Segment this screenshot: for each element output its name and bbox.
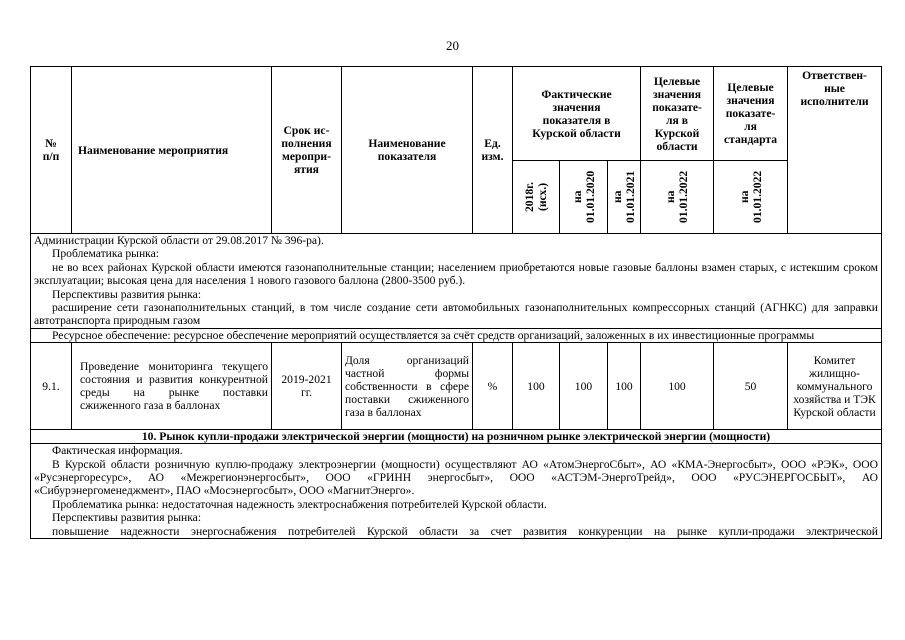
row-num: 9.1. <box>31 343 72 430</box>
table-header-row <box>31 67 882 161</box>
resources-row <box>31 328 882 342</box>
header-responsible: Ответствен- ные исполнители <box>788 67 882 234</box>
row-target: 100 <box>641 343 714 430</box>
problems-label: Проблематика рынка: <box>52 247 159 261</box>
row-event: Проведение мониторинга текущего состояния и развития конкурентной среды на рынке поставки сжиженного газа в баллонах <box>72 343 272 430</box>
fact-label: Фактическая информация. <box>52 444 183 458</box>
header-term: Срок ис- полнения меропри- ятия <box>272 67 342 234</box>
info-row <box>31 234 882 329</box>
subheader-2018: 2018г. (исх.) <box>513 161 560 234</box>
subheader-2021: на 01.01.2021 <box>608 161 641 234</box>
header-event: Наименование мероприятия <box>72 67 272 234</box>
row-value-2018: 100 <box>513 343 560 430</box>
page-number: 20 <box>446 38 459 53</box>
row-standard: 50 <box>714 343 788 430</box>
row-responsible: Комитет жилищно-коммунального хозяйства и ТЭК Курской области <box>788 343 882 430</box>
section-title-row <box>31 430 882 444</box>
fact-text: В Курской области розничную куплю-продажу электроэнергии (мощности) осуществляют АО «АтомЭнергоСбыт», АО «КМА-Энергосбыт», ООО «РЭК», ООО «Русэнергоресурс», АО «Межрегионэнергосбыт», ООО «ГРИНН энергосбыт», ООО «АСТЭМ-ЭнергоТрейд», ООО «РУСЭНЕРГОСБЫТ», АО «Сибурэнергоменеджмент», ПАО «Мосэнергосбыт», ООО «МагнитЭнерго». <box>34 457 879 498</box>
subheader-2022-target: на 01.01.2022 <box>641 161 714 234</box>
row-value-2021: 100 <box>608 343 641 430</box>
header-standard: Целевые значения показате- ля стандарта <box>714 67 788 161</box>
section-prospects-text: повышение надежности энергоснабжения потребителей Курской области за счет развития конкуренции на рынке купли-продажи электрической <box>52 524 879 538</box>
section-prospects-label: Перспективы развития рынка: <box>52 511 202 525</box>
table-row <box>31 343 882 430</box>
row-term: 2019-2021 гг. <box>272 343 342 430</box>
row-value-2020: 100 <box>560 343 608 430</box>
problems-text: не во всех районах Курской области имеются газонаполнительные станции; населением приобретаются новые газовые баллоны взамен старых, с истекшим сроком эксплуатации; высокая цена для населения 1 нового газового баллона (2800-3500 руб.). <box>34 260 879 288</box>
subheader-2022-standard: на 01.01.2022 <box>714 161 788 234</box>
prospects-label: Перспективы развития рынка: <box>52 287 202 301</box>
header-num: № п/п <box>31 67 72 234</box>
section-problems-text: Проблематика рынка: недостаточная надежность электроснабжения потребителей Курской области. <box>52 497 547 511</box>
header-target: Целевые значения показате- ля в Курской области <box>641 67 714 161</box>
header-actual: Фактические значения показателя в Курской области <box>513 67 641 161</box>
row-indicator: Доля организаций частной формы собственности в сфере поставки сжиженного газа в баллонах <box>342 343 473 430</box>
resources-text: Ресурсное обеспечение: ресурсное обеспечение мероприятий осуществляется за счёт средств организаций, заложенных в их инвестиционные программы <box>52 328 815 342</box>
header-unit: Ед. изм. <box>473 67 513 234</box>
section-10-title: 10. Рынок купли-продажи электрической энергии (мощности) на розничном рынке электрической энергии (мощности) <box>31 430 882 444</box>
header-indicator: Наименование показателя <box>342 67 473 234</box>
subheader-2020: на 01.01.2020 <box>560 161 608 234</box>
section-info-row <box>31 444 882 539</box>
admin-line: Администрации Курской области от 29.08.2017 № 396-ра). <box>34 234 324 247</box>
measures-table <box>30 66 882 539</box>
prospects-text: расширение сети газонаполнительных станций, в том числе создание сети автомобильных газонаполнительных компрессорных станций (АГНКС) для заправки автотранспорта природным газом <box>34 301 879 328</box>
row-unit: % <box>473 343 513 430</box>
